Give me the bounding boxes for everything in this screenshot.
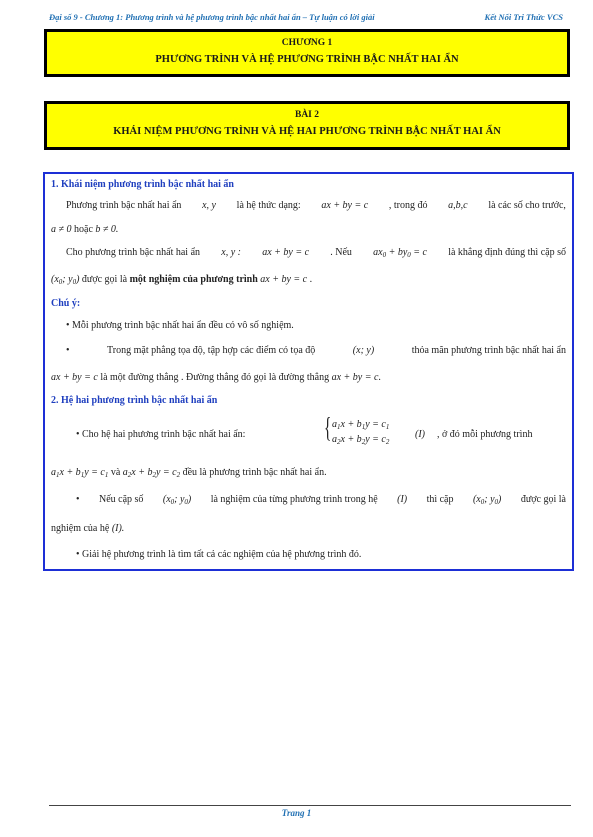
bold-term: một nghiệm của phương trình — [129, 274, 258, 285]
page-header — [49, 12, 563, 26]
text: nghiệm của hệ — [51, 523, 110, 534]
text: và — [110, 467, 121, 478]
bullet-icon: • — [66, 320, 70, 331]
section1-definition-line1 — [66, 199, 566, 212]
math-abc: a,b,c — [448, 200, 468, 211]
text: được gọi là — [520, 494, 566, 505]
section2-system-intro — [76, 428, 245, 441]
bullet-icon: • — [76, 429, 80, 440]
text: là hệ thức dạng: — [236, 200, 301, 211]
text: . — [309, 274, 313, 285]
note-item-1 — [66, 319, 294, 332]
math-equation-1: $a_1x + b_1y = c_1$ — [51, 467, 109, 479]
text: Nếu cặp số — [98, 494, 144, 505]
section2-equations-line — [51, 466, 327, 479]
text: . — [378, 372, 381, 383]
text: hoặc — [74, 224, 93, 235]
section2-solution-line1 — [76, 493, 566, 506]
text: Cho hệ hai phương trình bậc nhất hai ẩn: — [82, 429, 246, 440]
lesson-title: KHÁI NIỆM PHƯƠNG TRÌNH VÀ HỆ HAI PHƯƠNG TRÌNH BẬC NHẤT HAI ẨN — [113, 126, 501, 137]
math-equation: ax + by = c — [260, 274, 308, 285]
math-xy: x, y : — [221, 247, 241, 258]
text: là nghiệm của từng phương trình trong hệ — [210, 494, 378, 505]
section2-solution-line2 — [51, 522, 124, 535]
note-item-2-line1 — [66, 344, 566, 357]
math-condition: b ≠ 0. — [95, 224, 119, 235]
bullet-icon: • — [76, 494, 80, 505]
text: , trong đó — [388, 200, 428, 211]
lesson-number: BÀI 2 — [294, 110, 320, 120]
text: là khẳng định đúng thì cặp số — [448, 247, 566, 258]
header-title: Đại số 9 - Chương 1: Phương trình và hệ phương trình bậc nhất hai ẩn – Tự luận có lời giải — [49, 12, 375, 22]
section1-definition-line2 — [51, 223, 118, 236]
text: Giải hệ phương trình là tìm tất cả các nghiệm của hệ phương trình đó. — [82, 549, 362, 560]
math-equation: ax + by = c — [331, 372, 379, 383]
footer-divider — [49, 805, 571, 806]
text: thì cặp — [426, 494, 454, 505]
text: Phương trình bậc nhất hai ẩn — [66, 200, 182, 211]
note-title: Chú ý: — [51, 298, 81, 309]
bullet-icon: • — [76, 549, 80, 560]
text: là một đường thẳng . Đường thẳng đó gọi là đường thẳng — [100, 372, 330, 383]
section2-solve-note — [76, 548, 361, 561]
section2-title: 2. Hệ hai phương trình bậc nhất hai ẩn — [51, 395, 218, 406]
chapter-banner — [44, 29, 570, 77]
math-expression: $ax_0 + by_0 = c$ — [373, 247, 427, 259]
math-pair: ($x_0$; $y_0$) — [162, 494, 192, 506]
math-label: (I). — [111, 523, 125, 534]
math-pair: ($x_0$; $y_0$) — [51, 274, 80, 286]
math-pair: ($x_0$; $y_0$) — [472, 494, 502, 506]
system-equation-1: $a_1x + b_1y = c_1$ — [332, 419, 390, 431]
math-point: (x; y) — [352, 345, 375, 356]
math-equation: ax + by = c — [51, 372, 98, 383]
text: Trong mặt phẳng tọa độ, tập hợp các điểm có tọa độ — [107, 345, 316, 356]
note-item-2-line2 — [51, 371, 381, 384]
text: Mỗi phương trình bậc nhất hai ẩn đều có vô số nghiệm. — [72, 320, 294, 331]
bullet-icon: • — [66, 345, 70, 356]
section2-system-tail — [437, 428, 566, 441]
math-label: (I) — [415, 429, 425, 440]
text: đều là phương trình bậc nhất hai ẩn. — [182, 467, 327, 478]
page-number: Trang 1 — [281, 808, 312, 818]
header-brand: Kết Nối Tri Thức VCS — [484, 12, 563, 22]
system-label — [415, 428, 425, 441]
text: được gọi là — [81, 274, 128, 285]
brace-icon: { — [324, 413, 332, 444]
equation-system — [324, 413, 424, 448]
lesson-banner — [44, 101, 570, 150]
section1-solution-line1 — [66, 246, 566, 259]
text: thỏa mãn phương trình bậc nhất hai ẩn — [411, 345, 566, 356]
text: Cho phương trình bậc nhất hai ẩn — [66, 247, 201, 258]
math-xy: x, y — [202, 200, 216, 211]
section1-solution-line2 — [51, 273, 312, 286]
math-equation: ax + by = c — [262, 247, 310, 258]
text: . Nếu — [330, 247, 352, 258]
math-equation: ax + by = c — [321, 200, 369, 211]
theory-box — [43, 172, 574, 571]
text: là các số cho trước, — [488, 200, 566, 211]
chapter-number: CHƯƠNG 1 — [281, 38, 333, 48]
system-equation-2: $a_2x + b_2y = c_2$ — [332, 434, 390, 446]
math-condition: a ≠ 0 — [51, 224, 72, 235]
math-label: (I) — [397, 494, 408, 505]
text: , ở đó mỗi phương trình — [437, 429, 533, 440]
math-equation-2: $a_2x + b_2y = c_2$ — [122, 467, 181, 479]
chapter-title: PHƯƠNG TRÌNH VÀ HỆ PHƯƠNG TRÌNH BẬC NHẤT HAI ẨN — [155, 54, 459, 65]
section1-title: 1. Khái niệm phương trình bậc nhất hai ẩn — [51, 179, 234, 190]
